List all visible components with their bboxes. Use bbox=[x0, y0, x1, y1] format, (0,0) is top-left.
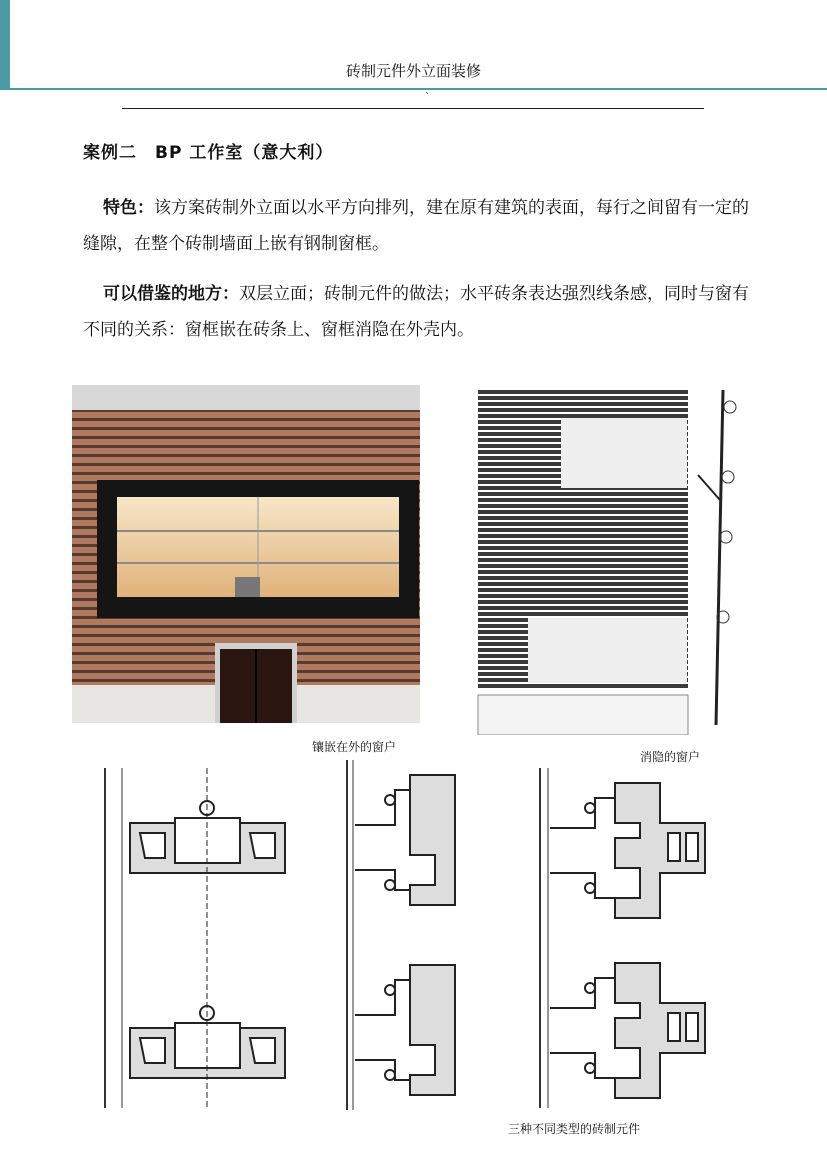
header-rule bbox=[10, 88, 827, 90]
brick-element-detail-2 bbox=[335, 760, 490, 1110]
caption-hidden-window: 消隐的窗户 bbox=[640, 750, 701, 764]
facade-photo bbox=[72, 385, 420, 723]
lesson-text: 双层立面；砖制元件的做法；水平砖条表达强烈线条感，同时与窗有不同的关系：窗框嵌在砖条上、窗框消隐在外壳内。 bbox=[83, 284, 749, 340]
feature-text: 该方案砖制外立面以水平方向排列，建在原有建筑的表面，每行之间留有一定的缝隙，在整个砖制墙面上嵌有钢制窗框。 bbox=[83, 198, 749, 254]
elevation-drawing bbox=[458, 385, 748, 735]
feature-paragraph bbox=[83, 190, 753, 262]
feature-lead: 特色： bbox=[103, 198, 154, 218]
caption-embedded-window: 镶嵌在外的窗户 bbox=[312, 740, 397, 754]
caption-three-types: 三种不同类型的砖制元件 bbox=[508, 1122, 641, 1136]
brick-element-detail-3 bbox=[510, 768, 715, 1108]
header-title: 砖制元件外立面装修 bbox=[345, 62, 481, 80]
lesson-lead: 可以借鉴的地方： bbox=[103, 284, 239, 304]
case-title: 案例二 BP 工作室（意大利） bbox=[83, 143, 334, 163]
lesson-paragraph bbox=[83, 276, 753, 348]
document-rule bbox=[122, 108, 704, 109]
header-tick: ` bbox=[425, 92, 430, 103]
brick-element-detail-1 bbox=[95, 768, 305, 1108]
